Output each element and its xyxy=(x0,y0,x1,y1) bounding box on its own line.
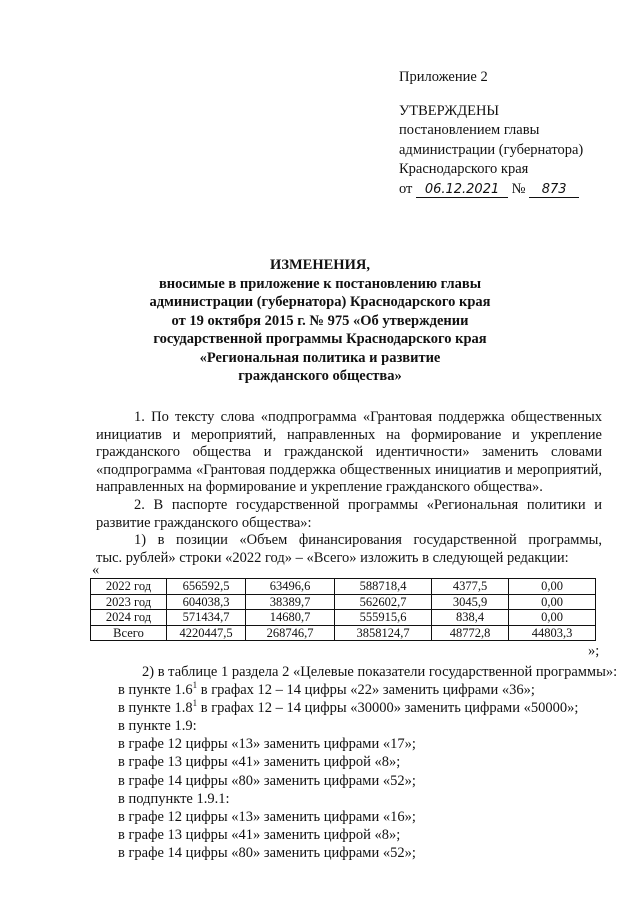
superscript: 1 xyxy=(192,680,198,691)
close-quote: »; xyxy=(588,643,600,659)
table-cell: 0,00 xyxy=(509,594,596,610)
list-item: в графе 12 цифры «13» заменить цифрами «16»; xyxy=(118,808,416,825)
table-cell: 3858124,7 xyxy=(335,625,432,641)
handwritten-number: 873 xyxy=(529,183,579,198)
paragraph-3 xyxy=(96,532,602,567)
list-item: в графе 12 цифры «13» заменить цифрами «17»; xyxy=(118,736,416,753)
approval-line-1: постановлением главы xyxy=(399,122,540,138)
table-cell: 2022 год xyxy=(91,579,167,595)
approval-date-line xyxy=(399,180,583,200)
paragraph-line: «подпрограмма «Грантовая поддержка общественных инициатив и мероприятий, xyxy=(96,461,602,478)
table-row xyxy=(91,610,596,626)
table-cell: 63496,6 xyxy=(246,579,335,595)
paragraph-line: направленных на формирование и укрепление гражданского общества». xyxy=(96,479,543,496)
table-cell: 48772,8 xyxy=(432,625,509,641)
table-cell: 14680,7 xyxy=(246,610,335,626)
changes-list xyxy=(118,663,617,862)
paragraph-line: 2. В паспорте государственной программы «Региональная политики и xyxy=(134,497,602,513)
financing-table xyxy=(90,578,596,641)
list-item-text: в пункте 1.8 xyxy=(118,700,193,717)
table-cell: Всего xyxy=(91,625,167,641)
title-line: от 19 октября 2015 г. № 975 «Об утверждении xyxy=(171,312,469,329)
paragraph-line: 1) в позиции «Объем финансирования государственной программы, xyxy=(134,532,602,548)
from-label: от xyxy=(399,180,413,197)
list-item: в пункте 1.9: xyxy=(118,718,197,735)
table-cell: 2024 год xyxy=(91,610,167,626)
open-quote: « xyxy=(92,562,100,578)
list-item: 2) в таблице 1 раздела 2 «Целевые показатели государственной программы»: xyxy=(142,664,618,680)
table-cell: 44803,3 xyxy=(509,625,596,641)
table-cell: 268746,7 xyxy=(246,625,335,641)
table-cell: 0,00 xyxy=(509,610,596,626)
appendix-label: Приложение 2 xyxy=(399,69,488,85)
table-row xyxy=(91,625,596,641)
table-cell: 38389,7 xyxy=(246,594,335,610)
list-item-text: в пункте 1.6 xyxy=(118,682,193,699)
list-item xyxy=(118,681,617,699)
paragraph-line: развитие гражданского общества»: xyxy=(96,514,312,531)
list-item-text: в графах 12 – 14 цифры «22» заменить цифрами «36»; xyxy=(197,682,535,699)
list-item: в графе 14 цифры «80» заменить цифрами «52»; xyxy=(118,772,416,789)
paragraph-line: 1. По тексту слова «подпрограмма «Грантовая поддержка общественных xyxy=(134,409,602,425)
handwritten-date: 06.12.2021 xyxy=(416,183,508,198)
list-item: в графе 13 цифры «41» заменить цифрой «8»; xyxy=(118,754,401,771)
title-line: ИЗМЕНЕНИЯ, xyxy=(270,257,370,273)
title-line: государственной программы Краснодарского края xyxy=(153,331,487,347)
table-cell: 4377,5 xyxy=(432,579,509,595)
list-item: в графе 14 цифры «80» заменить цифрами «52»; xyxy=(118,844,416,861)
table-cell: 588718,4 xyxy=(335,579,432,595)
title-line: гражданского общества» xyxy=(238,368,402,384)
paragraph-2 xyxy=(96,497,602,532)
paragraph-line: гражданского общества и гражданской идентичности» заменить словами xyxy=(96,444,602,461)
approval-line-3: Краснодарского края xyxy=(399,161,529,177)
title-line: вносимые в приложение к постановлению главы xyxy=(158,275,482,292)
number-label: № xyxy=(511,180,526,197)
document-title xyxy=(0,256,640,386)
table-cell: 0,00 xyxy=(509,579,596,595)
list-item xyxy=(118,699,617,717)
table-cell: 571434,7 xyxy=(167,610,246,626)
paragraph-1 xyxy=(96,409,602,497)
title-line: «Региональная политика и развитие xyxy=(199,349,441,366)
paragraph-line: тыс. рублей» строки «2022 год» – «Всего» изложить в следующей редакции: xyxy=(96,549,569,566)
table-cell: 4220447,5 xyxy=(167,625,246,641)
list-item: в подпункте 1.9.1: xyxy=(118,790,230,807)
table-cell: 604038,3 xyxy=(167,594,246,610)
superscript: 1 xyxy=(192,698,198,709)
table-cell: 838,4 xyxy=(432,610,509,626)
title-line: администрации (губернатора) Краснодарского края xyxy=(149,294,491,310)
list-item: в графе 13 цифры «41» заменить цифрой «8»; xyxy=(118,826,401,843)
approval-line-2: администрации (губернатора) xyxy=(399,141,584,158)
table-cell: 3045,9 xyxy=(432,594,509,610)
table-row xyxy=(91,579,596,595)
approval-block xyxy=(399,68,583,199)
table-cell: 562602,7 xyxy=(335,594,432,610)
paragraph-line: инициатив и мероприятий, направленных на формирование и укрепление xyxy=(96,426,602,443)
table-row xyxy=(91,594,596,610)
table-cell: 2023 год xyxy=(91,594,167,610)
table-cell: 656592,5 xyxy=(167,579,246,595)
table-cell: 555915,6 xyxy=(335,610,432,626)
approved-heading: УТВЕРЖДЕНЫ xyxy=(399,102,500,119)
list-item-text: в графах 12 – 14 цифры «30000» заменить цифрами «50000»; xyxy=(197,700,579,717)
